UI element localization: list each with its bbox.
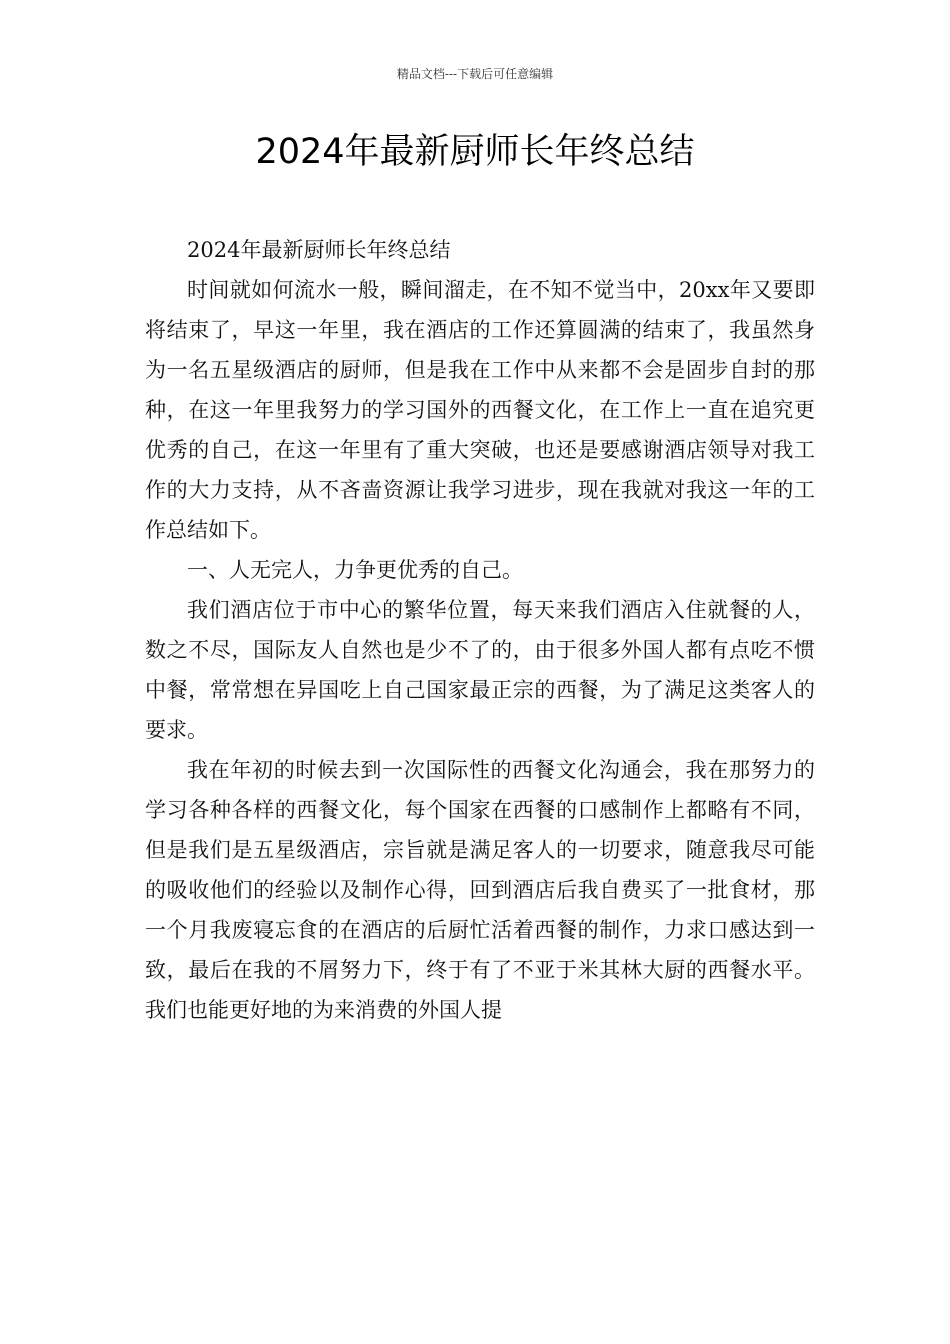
document-body — [145, 230, 815, 1030]
body-paragraph: 我在年初的时候去到一次国际性的西餐文化沟通会，我在那努力的学习各种各样的西餐文化，每个国家在西餐的口感制作上都略有不同，但是我们是五星级酒店，宗旨就是满足客人的一切要求，随意我尽可能的吸收他们的经验以及制作心得，回到酒店后我自费买了一批食材，那一个月我废寝忘食的在酒店的后厨忙活着西餐的制作，力求口感达到一致，最后在我的不屑努力下，终于有了不亚于米其林大厨的西餐水平。我们也能更好地的为来消费的外国人提 — [145, 758, 815, 1022]
subtitle-paragraph: 2024年最新厨师长年终总结 — [187, 238, 451, 262]
body-paragraph: 时间就如何流水一般，瞬间溜走，在不知不觉当中，20xx年又要即将结束了，早这一年里，我在酒店的工作还算圆满的结束了，我虽然身为一名五星级酒店的厨师，但是我在工作中从来都不会是固步自封的那种，在这一年里我努力的学习国外的西餐文化，在工作上一直在追究更优秀的自己，在这一年里有了重大突破，也还是要感谢酒店领导对我工作的大力支持，从不吝啬资源让我学习进步，现在我就对我这一年的工作总结如下。 — [145, 278, 815, 542]
section-heading: 一、人无完人，力争更优秀的自己。 — [187, 558, 523, 582]
body-paragraph: 我们酒店位于市中心的繁华位置，每天来我们酒店入住就餐的人，数之不尽，国际友人自然也是少不了的，由于很多外国人都有点吃不惯中餐，常常想在异国吃上自己国家最正宗的西餐，为了满足这类客人的要求。 — [145, 598, 815, 742]
page-header: 精品文档---下载后可任意编辑 — [396, 67, 554, 81]
document-title: 2024年最新厨师长年终总结 — [255, 132, 695, 172]
